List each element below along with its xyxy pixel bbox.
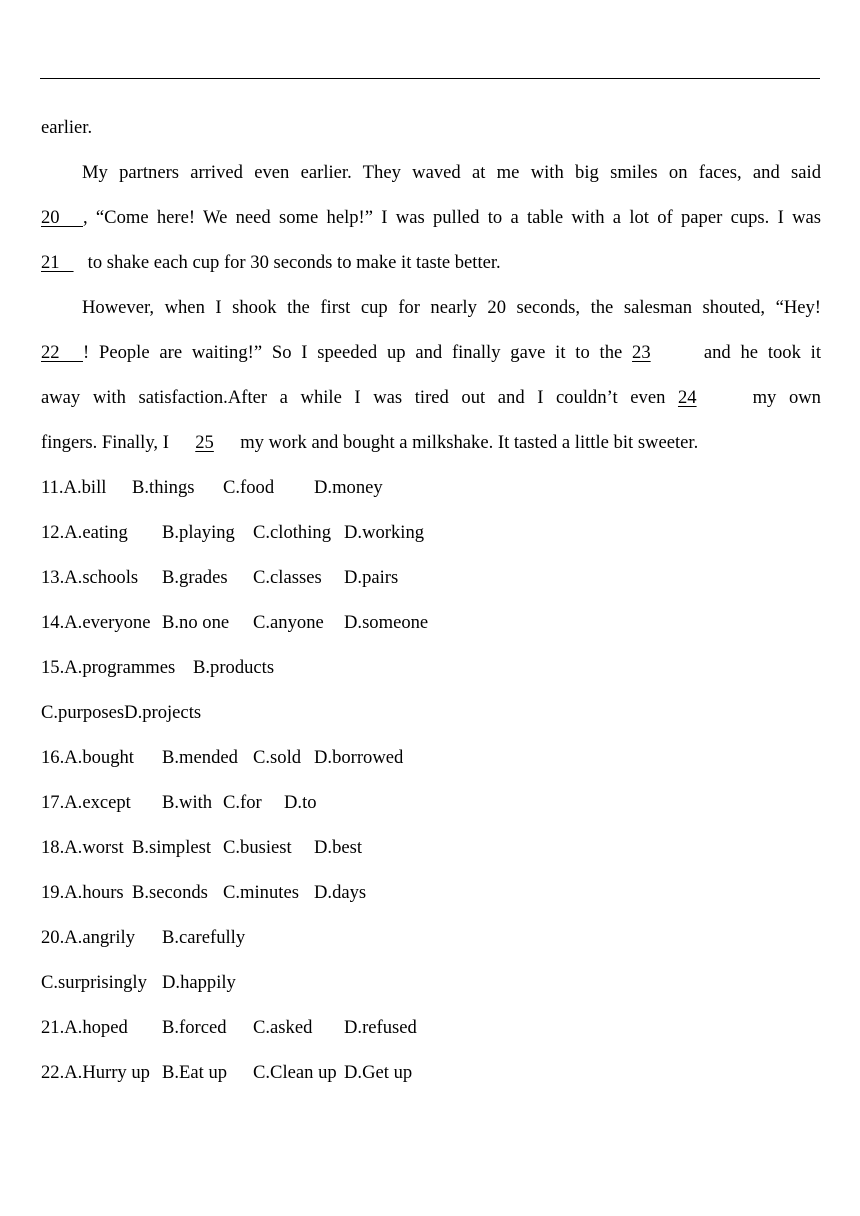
option-c: C.anyone [253,612,324,633]
passage-text: and he took it [703,342,821,363]
option-c: C.purposes [41,702,125,723]
option-c: C.for [223,792,262,813]
passage-text: my own [752,387,821,408]
blank-20: 20 [41,207,83,228]
option-b: B.carefully [162,927,246,948]
option-d: D.Get up [344,1062,413,1083]
option-b: B.playing [162,522,235,543]
option-d: D.refused [344,1017,417,1038]
passage-line [41,195,821,240]
option-c: C.classes [253,567,322,588]
option-a: 18.A.worst [41,837,124,858]
option-c: C.busiest [223,837,292,858]
option-a: 20.A.angrily [41,927,135,948]
option-a: 14.A.everyone [41,612,151,633]
passage-line [41,105,821,150]
option-d: D.money [314,477,383,498]
option-a: 15.A.programmes [41,657,176,678]
option-row-18 [41,825,821,870]
option-a: 11.A.bill [41,477,107,498]
option-row-15 [41,645,821,690]
option-b: B.Eat up [162,1062,228,1083]
option-c: C.asked [253,1017,313,1038]
option-a: 16.A.bought [41,747,134,768]
document-body [41,105,821,1095]
blank-21: 21 [41,252,74,273]
option-row-20 [41,915,821,960]
passage-text: , “Come here! We need some help!” I was pulled to a table with a lot of paper cups. I was [83,207,821,228]
passage-line [41,285,821,330]
passage-text: However, when I shook the first cup for nearly 20 seconds, the salesman shouted, “Hey! [82,297,821,318]
passage-text: ! People are waiting!” So I speeded up and finally gave it to the [83,342,623,363]
option-a: 21.A.hoped [41,1017,128,1038]
option-b: B.things [132,477,195,498]
blank-24: 24 [677,387,697,408]
option-c: C.surprisingly [41,972,147,993]
option-d: D.best [314,837,363,858]
blank-23: 23 [632,342,651,363]
option-c: C.minutes [223,882,299,903]
option-row-16 [41,735,821,780]
blank-25: 25 [195,432,214,453]
option-row-15-cont [41,690,821,735]
option-d: D.pairs [344,567,399,588]
option-d: D.someone [344,612,429,633]
option-c: C.Clean up [253,1062,337,1083]
passage-text: fingers. Finally, I [41,432,174,453]
option-row-19 [41,870,821,915]
option-b: B.products [193,657,275,678]
option-a: 13.A.schools [41,567,139,588]
option-c: C.clothing [253,522,331,543]
passage-line [41,150,821,195]
option-d: D.projects [124,702,202,723]
option-b: B.forced [162,1017,227,1038]
passage-line [41,420,821,465]
option-c: C.food [223,477,275,498]
passage-text: to shake each cup for 30 seconds to make it taste better. [83,252,501,273]
option-c: C.sold [253,747,302,768]
passage-text: away with satisfaction.After a while I was tired out and I couldn’t even [41,387,666,408]
option-d: D.days [314,882,367,903]
option-d: D.working [344,522,425,543]
passage-line [41,375,821,420]
option-b: B.seconds [132,882,208,903]
option-a: 19.A.hours [41,882,124,903]
header-rule [40,78,820,79]
option-row-12 [41,510,821,555]
passage-text: my work and bought a milkshake. It tasted a little bit sweeter. [235,432,699,453]
passage-text: earlier. [41,117,93,138]
option-row-20-cont [41,960,821,1005]
option-a: 17.A.except [41,792,131,813]
option-b: B.simplest [132,837,212,858]
option-a: 22.A.Hurry up [41,1062,150,1083]
option-a: 12.A.eating [41,522,128,543]
blank-22: 22 [41,342,83,363]
option-b: B.mended [162,747,238,768]
option-d: D.borrowed [314,747,404,768]
option-row-17 [41,780,821,825]
passage-line [41,240,821,285]
option-row-11 [41,465,821,510]
option-row-13 [41,555,821,600]
option-b: B.no one [162,612,230,633]
option-b: B.grades [162,567,228,588]
option-row-14 [41,600,821,645]
option-d: D.to [284,792,317,813]
passage-text: My partners arrived even earlier. They waved at me with big smiles on faces, and said [82,162,821,183]
option-d: D.happily [162,972,236,993]
option-row-21 [41,1005,821,1050]
option-b: B.with [162,792,213,813]
passage-line [41,330,821,375]
option-row-22 [41,1050,821,1095]
